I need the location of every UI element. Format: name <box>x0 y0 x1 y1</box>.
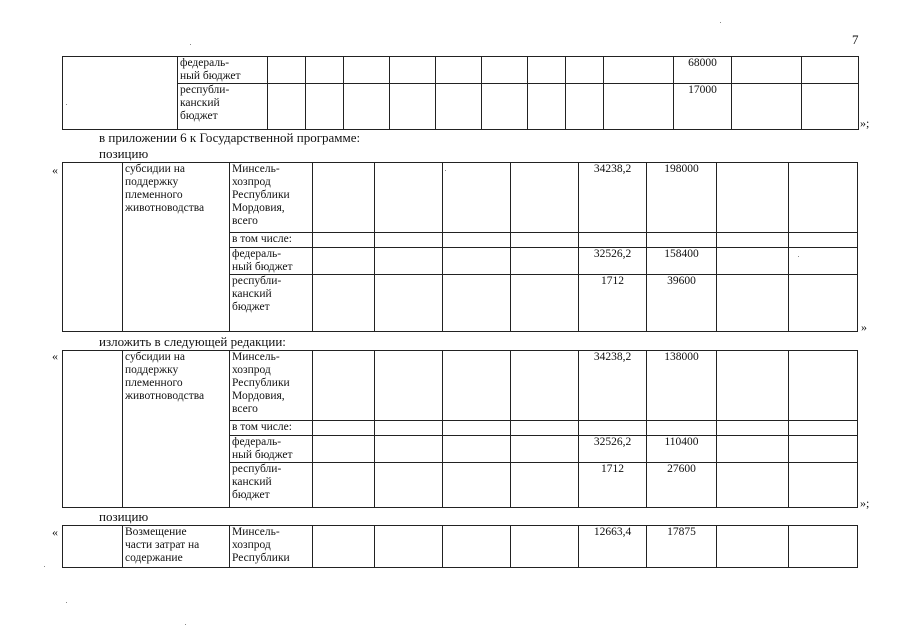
cell-value: 1712 <box>579 463 647 508</box>
row-label: в том числе: <box>230 233 313 248</box>
subsidy-name: субсидии на поддержку племенного животноводства <box>123 351 230 508</box>
text-position: позицию <box>99 509 149 524</box>
cell-value: 17000 <box>674 84 732 130</box>
table-row <box>63 57 859 84</box>
row-label: республи- канский бюджет <box>178 84 268 130</box>
close-quote: » <box>861 320 867 334</box>
table-row <box>63 163 858 233</box>
text-appendix: в приложении 6 к Государственной программе: <box>99 130 361 145</box>
row-label: федераль- ный бюджет <box>230 436 313 463</box>
row-label: Минсель- хозпрод Республики Мордовия, всего <box>230 163 313 233</box>
table-new-version <box>62 350 858 508</box>
cell-value: 27600 <box>647 463 717 508</box>
table-row <box>63 351 858 421</box>
cell-value: 17875 <box>647 526 717 568</box>
text-position: позицию <box>99 146 149 161</box>
cell-value: 110400 <box>647 436 717 463</box>
row-label: федераль- ный бюджет <box>178 57 268 84</box>
cell-value: 68000 <box>674 57 732 84</box>
subsidy-name: Возмещение части затрат на содержание <box>123 526 230 568</box>
row-label: Минсель- хозпрод Республики <box>230 526 313 568</box>
row-label: республи- канский бюджет <box>230 275 313 332</box>
table-next-position <box>62 525 858 568</box>
row-label: республи- канский бюджет <box>230 463 313 508</box>
open-quote: « <box>52 525 58 539</box>
close-quote: »; <box>860 116 870 130</box>
table-row <box>63 526 858 568</box>
cell-value: 138000 <box>647 351 717 421</box>
table-continuation <box>62 56 859 130</box>
cell-value: 158400 <box>647 248 717 275</box>
page-number: 7 <box>852 32 859 47</box>
close-quote: »; <box>860 496 870 510</box>
row-label: Минсель- хозпрод Республики Мордовия, всего <box>230 351 313 421</box>
table-old-position <box>62 162 858 332</box>
cell-value: 32526,2 <box>579 436 647 463</box>
row-label: федераль- ный бюджет <box>230 248 313 275</box>
cell-value: 34238,2 <box>579 163 647 233</box>
cell-value: 39600 <box>647 275 717 332</box>
subsidy-name: субсидии на поддержку племенного животноводства <box>123 163 230 332</box>
cell-value: 198000 <box>647 163 717 233</box>
open-quote: « <box>52 349 58 363</box>
cell-value: 34238,2 <box>579 351 647 421</box>
open-quote: « <box>52 163 58 177</box>
text-replace: изложить в следующей редакции: <box>99 334 286 349</box>
row-label: в том числе: <box>230 421 313 436</box>
cell-value: 32526,2 <box>579 248 647 275</box>
cell-value: 12663,4 <box>579 526 647 568</box>
cell-value: 1712 <box>579 275 647 332</box>
table-row <box>63 84 859 130</box>
